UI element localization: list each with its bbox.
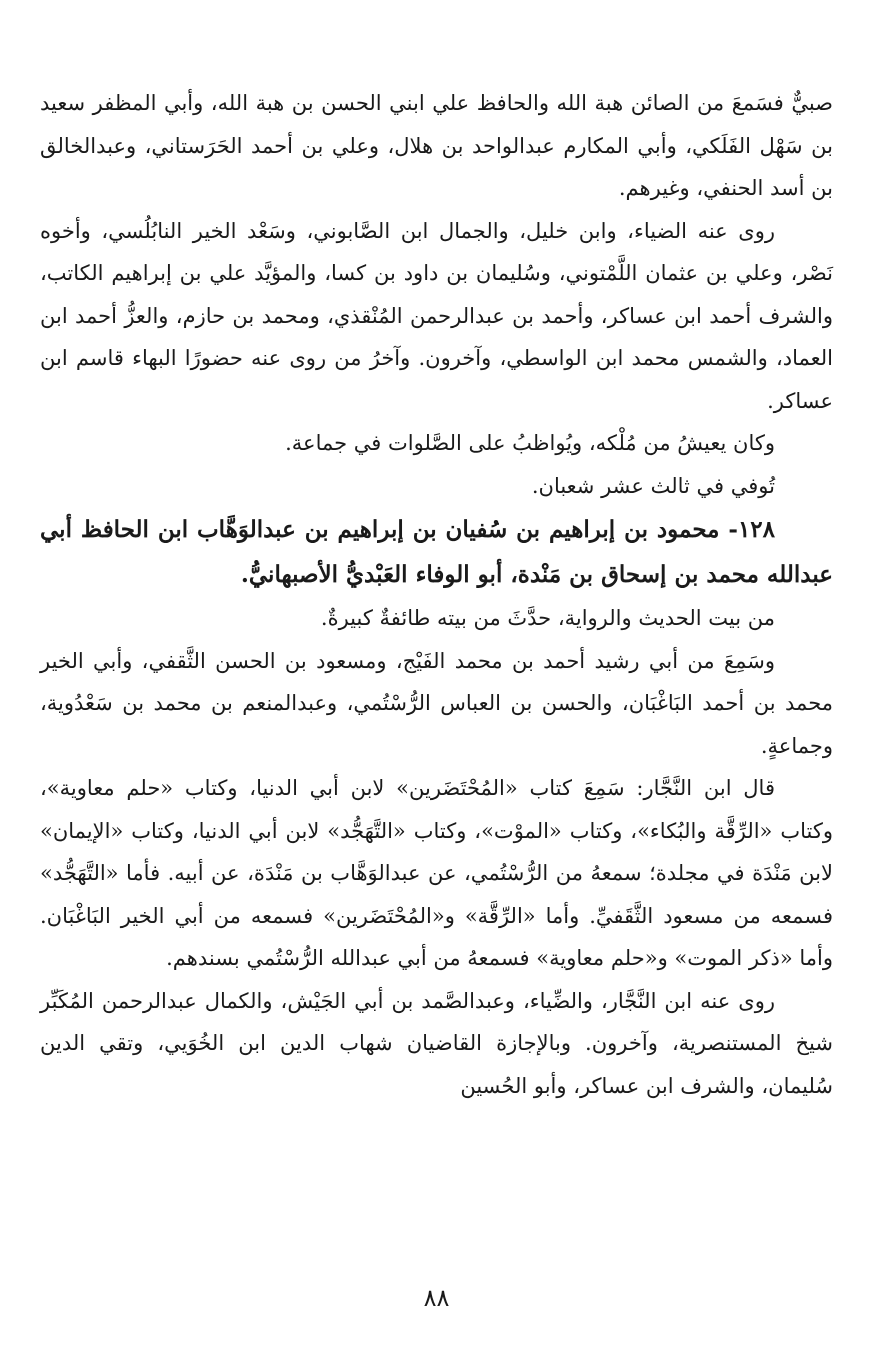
paragraph-ibn-najjar: قال ابن النَّجَّار: سَمِعَ كتاب «المُحْتَضَرين» لابن أبي الدنيا، وكتاب «حلم معاوية»، وكتاب «الرِّقَّة والبُكاء»، وكتاب «الموْت»، وكتاب «التَّهَجُّد» لابن أبي الدنيا، وكتاب «الإيمان» لابن مَنْدَة في مجلدة؛ سمعهُ من الرُّسْتُمي، عن عبدالوَهَّاب بن مَنْدَة، عن أبيه. فأما «التَّهَجُّد» فسمعه من مسعود الثَّقَفيِّ. وأما «الرِّقَّة» و«المُحْتَضَرين» فسمعه من أبي الخير البَاغْبَان. وأما «ذكر الموت» و«حلم معاوية» فسمعهُ من أبي عبدالله الرُّسْتُمي بسندهم. xyxy=(40,776,833,970)
paragraph-family: من بيت الحديث والرواية، حدَّثَ من بيته طائفةٌ كبيرةٌ. xyxy=(320,606,775,630)
paragraph-livelihood: وكان يعيشُ من مُلْكه، ويُواظبُ على الصَّلوات في جماعة. xyxy=(285,431,775,455)
page-body xyxy=(40,82,833,1107)
paragraph-narrated-by: روى عنه ابن النَّجَّار، والضِّياء، وعبدالصَّمد بن أبي الجَيْش، والكمال عبدالرحمن المُكَبِّر شيخ المستنصرية، وآخرون. وبالإجازة القاضيان شهاب الدين ابن الخُوَيي، وتقي الدين سُليمان، والشرف ابن عساكر، وأبو الحُسين xyxy=(40,988,833,1098)
page-number: ٨٨ xyxy=(423,1284,450,1312)
entry-heading: ١٢٨- محمود بن إبراهيم بن سُفيان بن إبراهيم بن عبدالوَهَّاب ابن الحافظ أبي عبدالله محمد بن إسحاق بن مَنْدة، أبو الوفاء العَبْديُّ الأصبهانيُّ. xyxy=(40,516,833,588)
paragraph-heard-from: وسَمِعَ من أبي رشيد أحمد بن محمد الفَيْج، ومسعود بن الحسن الثَّقفي، وأبي الخير محمد بن أحمد البَاغْبَان، والحسن بن العباس الرُّسْتُمي، وعبدالمنعم بن محمد بن سَعْدُوية، وجماعةٍ. xyxy=(40,648,833,758)
paragraph-teachers: صبيٌّ فسَمعَ من الصائن هبة الله والحافظ علي ابني الحسن بن هبة الله، وأبي المظفر سعيد بن سَهْل الفَلَكي، وأبي المكارم عبدالواحد بن هلال، وعلي بن أحمد الحَرَستاني، وعبدالخالق بن أسد الحنفي، وغيرهم. xyxy=(40,91,833,200)
paragraph-narrators: روى عنه الضياء، وابن خليل، والجمال ابن الصَّابوني، وسَعْد الخير النابُلُسي، وأخوه نَصْر، وعلي بن عثمان اللَّمْتوني، وسُليمان بن داود بن كسا، والمؤيَّد علي بن إبراهيم الكاتب، والشرف أحمد ابن عساكر، وأحمد بن عبدالرحمن المُنْقذي، ومحمد بن حازم، والعزُّ أحمد ابن العماد، والشمس محمد ابن الواسطي، وآخرون. وآخرُ من روى عنه حضورًا البهاء قاسم ابن عساكر. xyxy=(40,218,833,413)
paragraph-death: تُوفي في ثالث عشر شعبان. xyxy=(531,473,775,498)
